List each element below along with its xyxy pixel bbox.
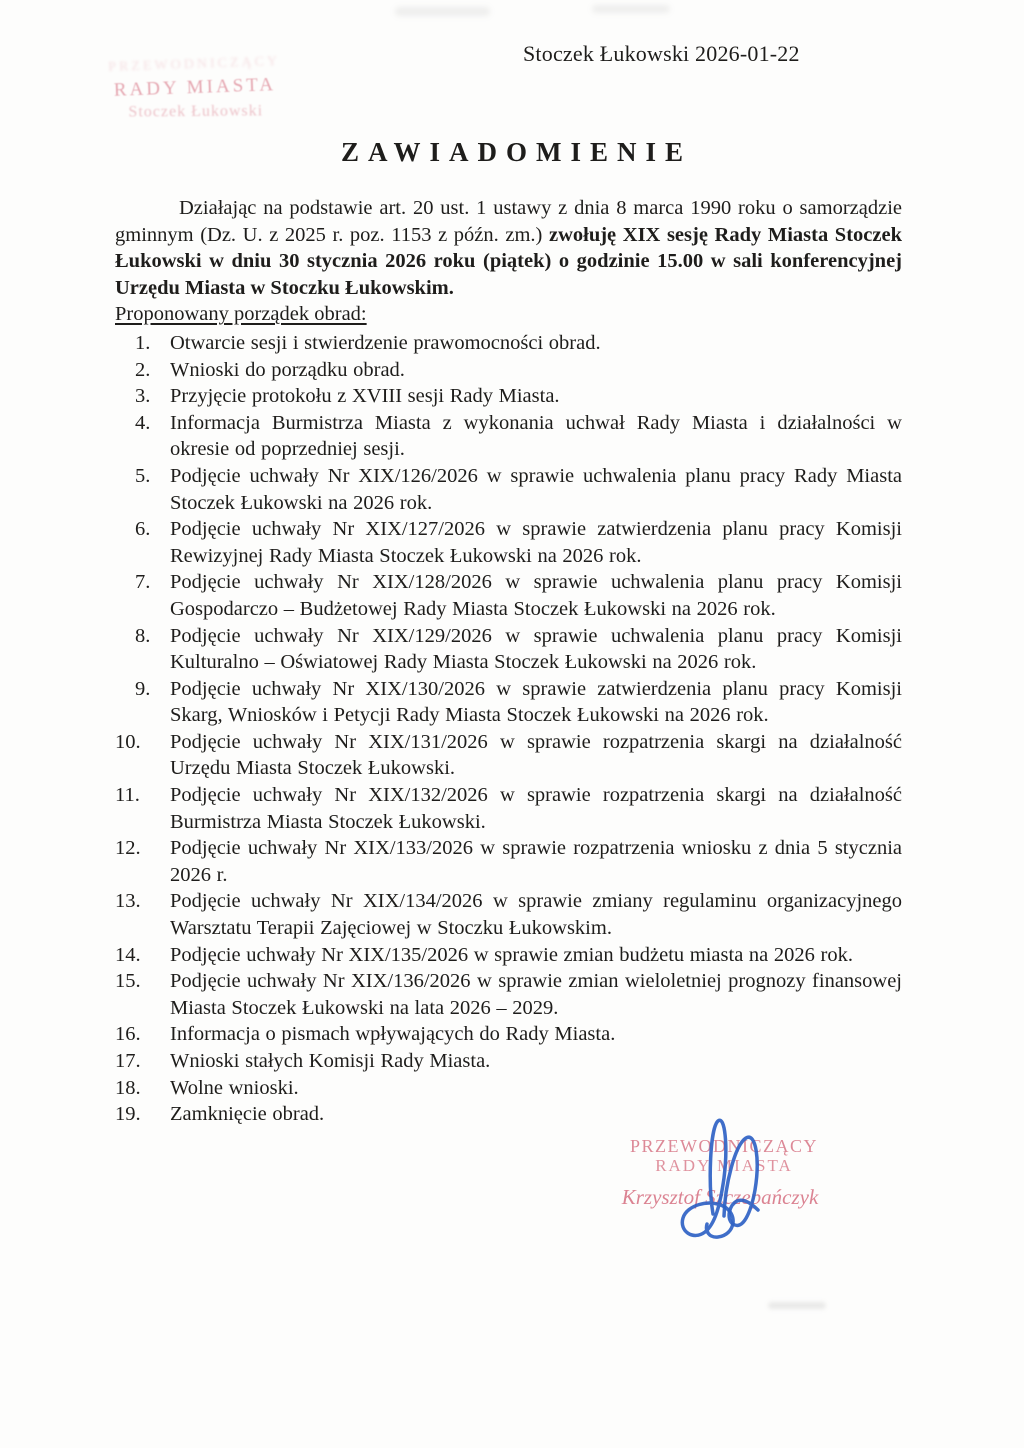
agenda-item [115, 676, 902, 729]
incoming-stamp-line: PRZEWODNICZĄCY [107, 54, 281, 76]
agenda-item-text: Zamknięcie obrad. [170, 1103, 325, 1126]
signatory-name: Krzysztof Szczepańczyk [621, 1185, 819, 1209]
agenda-item [115, 942, 902, 969]
agenda-item [115, 516, 902, 569]
agenda-item-text: Podjęcie uchwały Nr XIX/127/2026 w sprawie zatwierdzenia planu pracy Komisji Rewizyjnej Rady Miasta Stoczek Łukowski na 2026 rok. [170, 518, 902, 567]
signature-stamp-title: PRZEWODNICZĄCY [630, 1136, 818, 1156]
agenda-item [115, 1048, 902, 1075]
agenda-item-text: Informacja Burmistrza Miasta z wykonania uchwał Rady Miasta i działalności w okresie od poprzedniej sesji. [170, 411, 902, 461]
agenda-item-number: 15. [115, 970, 141, 993]
agenda-item-number: 1. [135, 331, 151, 354]
agenda-item-text: Przyjęcie protokołu z XVIII sesji Rady Miasta. [170, 385, 560, 408]
agenda-item-text: Podjęcie uchwały Nr XIX/135/2026 w sprawie zmian budżetu miasta na 2026 rok. [170, 943, 853, 966]
agenda-item [115, 1075, 902, 1102]
agenda-item-number: 18. [115, 1076, 141, 1099]
agenda-item-text: Podjęcie uchwały Nr XIX/136/2026 w sprawie zmian wieloletniej prognozy finansowej Miasta Stoczek Łukowski na lata 2026 – 2029. [170, 970, 902, 1019]
agenda-item [115, 623, 902, 676]
agenda-item-text: Podjęcie uchwały Nr XIX/131/2026 w sprawie rozpatrzenia skargi na działalność Urzędu Miasta Stoczek Łukowski. [170, 730, 902, 780]
incoming-stamp-line: Stoczek Łukowski [128, 101, 264, 121]
agenda-item-number: 12. [115, 837, 141, 860]
agenda-item-text: Podjęcie uchwały Nr XIX/130/2026 w sprawie zatwierdzenia planu pracy Komisji Skarg, Wniosków i Petycji Rady Miasta Stoczek Łukowski na 2026 rok. [170, 677, 902, 727]
document-body [115, 195, 902, 1128]
page-title: ZAWIADOMIENIE [340, 137, 693, 167]
agenda-item-text: Podjęcie uchwały Nr XIX/132/2026 w sprawie rozpatrzenia skargi na działalność Burmistrza Miasta Stoczek Łukowski. [170, 784, 902, 833]
place-and-date: Stoczek Łukowski 2026-01-22 [523, 41, 800, 66]
signature-stamp-subtitle: RADY MIASTA [655, 1156, 793, 1175]
scan-artifact [395, 7, 490, 16]
scan-artifact [768, 1302, 826, 1309]
intro-paragraph [115, 195, 902, 301]
agenda-item-text: Wnioski stałych Komisji Rady Miasta. [170, 1050, 491, 1072]
agenda-item-text: Wolne wnioski. [170, 1076, 299, 1099]
agenda-item [115, 782, 902, 835]
agenda-item [115, 835, 902, 888]
agenda-item-number: 3. [135, 385, 151, 408]
agenda-item-number: 2. [135, 358, 151, 381]
agenda-item [115, 463, 902, 516]
agenda-item [115, 888, 902, 941]
agenda-item-number: 5. [135, 464, 151, 487]
agenda-item-number: 19. [115, 1103, 141, 1126]
agenda-item [115, 1101, 902, 1128]
agenda-item-text: Informacja o pismach wpływających do Rady Miasta. [170, 1023, 616, 1046]
agenda-item-number: 11. [115, 784, 140, 807]
intro-segment: zwołuję XIX sesję Rady Miasta Stoczek Łukowski w dniu 30 stycznia 2026 roku (piątek) o godzinie 15.00 w sali konferencyjnej Urzędu Miasta w Stoczku Łukowskim. [115, 223, 902, 299]
agenda-item [115, 569, 902, 622]
agenda-item-number: 9. [135, 677, 151, 700]
agenda-list [115, 330, 902, 1128]
agenda-item [115, 357, 902, 384]
agenda-item [115, 729, 902, 782]
intro-segment: Działając na podstawie art. 20 ust. 1 ustawy z dnia 8 marca 1990 roku o samorządzie gminnym (Dz. U. z 2025 r. poz. 1153 z późn. zm.) [115, 197, 902, 246]
agenda-item-number: 6. [135, 518, 151, 541]
agenda-item-text: Podjęcie uchwały Nr XIX/134/2026 w sprawie zmiany regulaminu organizacyjnego Warsztatu Terapii Zajęciowej w Stoczku Łukowskim. [170, 890, 902, 940]
agenda-item-number: 7. [135, 571, 151, 594]
agenda-item-text: Podjęcie uchwały Nr XIX/133/2026 w sprawie rozpatrzenia wniosku z dnia 5 stycznia 2026 r. [170, 837, 902, 886]
agenda-item-number: 14. [115, 943, 141, 966]
agenda-item [115, 410, 902, 463]
agenda-item [115, 383, 902, 410]
incoming-stamp-line: RADY MIASTA [113, 74, 277, 101]
agenda-heading: Proponowany porządek obrad: [115, 303, 367, 326]
agenda-item-number: 4. [135, 411, 151, 434]
agenda-item [115, 1021, 902, 1048]
agenda-item-text: Otwarcie sesji i stwierdzenie prawomocności obrad. [170, 331, 601, 354]
agenda-item [115, 330, 902, 357]
agenda-item-number: 10. [115, 730, 141, 753]
agenda-item [115, 968, 902, 1021]
agenda-item-number: 13. [115, 890, 141, 913]
handwritten-signature-icon [668, 1112, 772, 1246]
agenda-item-text: Wnioski do porządku obrad. [170, 358, 405, 381]
agenda-item-text: Podjęcie uchwały Nr XIX/126/2026 w sprawie uchwalenia planu pracy Rady Miasta Stoczek Łukowski na 2026 rok. [170, 464, 902, 514]
agenda-item-text: Podjęcie uchwały Nr XIX/128/2026 w sprawie uchwalenia planu pracy Komisji Gospodarczo – Budżetowej Rady Miasta Stoczek Łukowski na 2026 rok. [170, 571, 902, 620]
agenda-item-number: 17. [115, 1050, 141, 1072]
incoming-stamp [89, 52, 301, 125]
agenda-item-text: Podjęcie uchwały Nr XIX/129/2026 w sprawie uchwalenia planu pracy Komisji Kulturalno – Oświatowej Rady Miasta Stoczek Łukowski na 2026 rok. [170, 624, 902, 674]
agenda-item-number: 8. [135, 624, 151, 647]
scan-artifact [592, 5, 670, 13]
signature-stroke [682, 1120, 733, 1237]
agenda-item-number: 16. [115, 1023, 141, 1046]
signature-stroke [724, 1137, 758, 1225]
